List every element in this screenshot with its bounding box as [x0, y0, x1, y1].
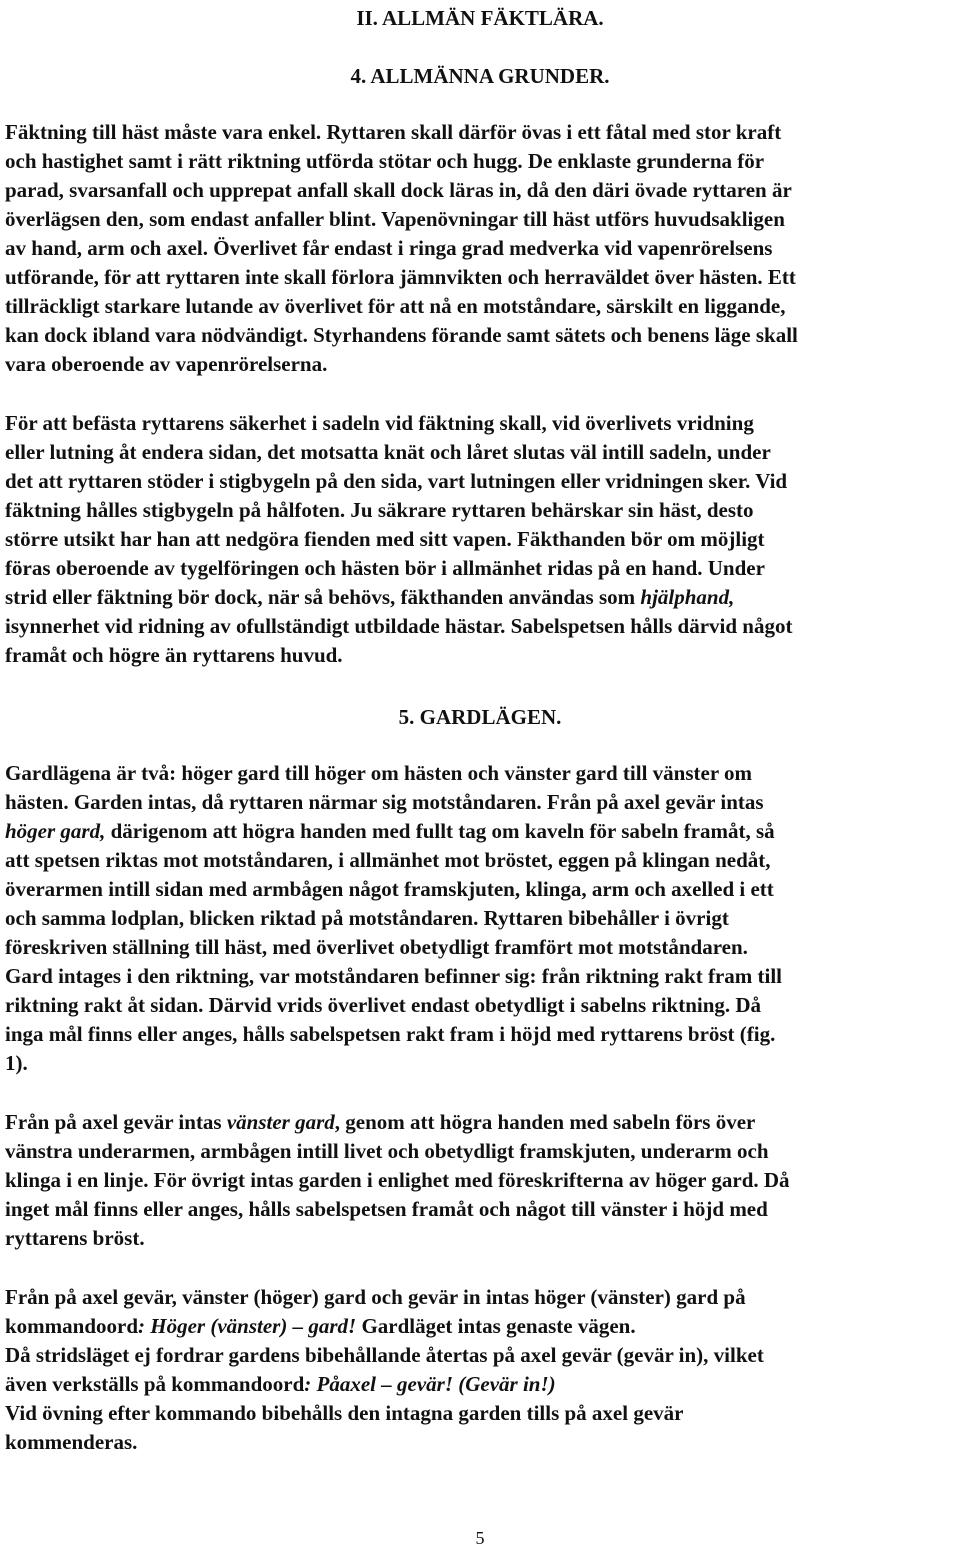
text-line — [5, 438, 960, 467]
text-run: inga mål finns eller anges, hålls sabelspetsen rakt fram i höjd med ryttarens bröst (fig. — [5, 1022, 776, 1046]
text-line — [5, 350, 960, 379]
text-line — [5, 583, 960, 612]
text-run: ryttarens bröst. — [5, 1226, 145, 1250]
text-run: Från på axel gevär, vänster (höger) gard och gevär in intas höger (vänster) gard på — [5, 1285, 746, 1309]
text-line — [5, 176, 960, 205]
italic-run: : Höger (vänster) – gard! — [138, 1314, 357, 1338]
text-line — [5, 234, 960, 263]
text-line — [5, 933, 960, 962]
section-heading-4: 4. ALLMÄNNA GRUNDER. — [350, 64, 610, 88]
text-run: och samma lodplan, blicken riktad på motståndaren. Ryttaren bibehåller i övrigt — [5, 906, 729, 930]
italic-run: vänster gard — [226, 1110, 335, 1134]
text-run: överlägsen den, som endast anfaller blint. Vapenövningar till häst utförs huvudsakligen — [5, 207, 785, 231]
text-run: Fäktning till häst måste vara enkel. Ryttaren skall därför övas i ett fåtal med stor kraft — [5, 120, 782, 144]
italic-run: : Påaxel – gevär! (Gevär in!) — [304, 1372, 556, 1396]
text-line — [5, 904, 960, 933]
text-line — [5, 875, 960, 904]
text-line — [5, 205, 960, 234]
text-run: strid eller fäktning bör dock, när så behövs, fäkthanden användas som — [5, 585, 641, 609]
text-line — [5, 263, 960, 292]
text-line — [5, 467, 960, 496]
text-run: Då stridsläget ej fordrar gardens bibehållande återtas på axel gevär (gevär in), vilket — [5, 1343, 764, 1367]
text-run: isynnerhet vid ridning av ofullständigt utbildade hästar. Sabelspetsen hålls därvid något — [5, 614, 793, 638]
text-line — [5, 118, 960, 147]
text-line — [5, 962, 960, 991]
paragraph — [5, 409, 960, 670]
text-run: För att befästa ryttarens säkerhet i sadeln vid fäktning skall, vid överlivets vridning — [5, 411, 754, 435]
text-run: tillräckligt starkare lutande av överlivet för att nå en motståndare, särskilt en liggande, — [5, 294, 786, 318]
text-line — [5, 788, 960, 817]
text-run: att spetsen riktas mot motståndaren, i allmänhet mot bröstet, eggen på klingan nedåt, — [5, 848, 771, 872]
text-line — [5, 1049, 960, 1078]
text-run: föreskriven ställning till häst, med överlivet obetydligt framfört mot motståndaren. — [5, 935, 748, 959]
paragraph — [5, 1283, 960, 1457]
text-line — [5, 759, 960, 788]
page-number: 5 — [475, 1528, 485, 1548]
text-run: hästen. Garden intas, då ryttaren närmar sig motståndaren. Från på axel gevär intas — [5, 790, 764, 814]
text-line — [5, 1137, 960, 1166]
text-run: inget mål finns eller anges, hålls sabelspetsen framåt och något till vänster i höjd med — [5, 1197, 768, 1221]
text-line — [5, 496, 960, 525]
text-run: större utsikt har han att nedgöra fienden med sitt vapen. Fäkthanden bör om möjligt — [5, 527, 765, 551]
text-run: eller lutning åt endera sidan, det motsatta knät och låret slutas väl intill sadeln, under — [5, 440, 771, 464]
text-line — [5, 321, 960, 350]
text-run: klinga i en linje. För övrigt intas garden i enlighet med föreskrifterna av höger gard. Då — [5, 1168, 790, 1192]
text-run: 1). — [5, 1051, 28, 1075]
section-heading-5: 5. GARDLÄGEN. — [398, 705, 562, 729]
part-title: II. ALLMÄN FÄKTLÄRA. — [356, 6, 604, 30]
text-run: parad, svarsanfall och upprepat anfall skall dock läras in, då den däri övade ryttaren är — [5, 178, 792, 202]
text-run: och hastighet samt i rätt riktning utförda stötar och hugg. De enklaste grunderna för — [5, 149, 765, 173]
text-line — [5, 612, 960, 641]
text-run: kommandoord — [5, 1314, 139, 1338]
text-line — [5, 1370, 960, 1399]
text-line — [5, 846, 960, 875]
text-line — [5, 292, 960, 321]
text-run: Gard intages i den riktning, var motståndaren befinner sig: från riktning rakt fram till — [5, 964, 783, 988]
text-run: därigenom att högra handen med fullt tag om kaveln för sabeln framåt, så — [105, 819, 775, 843]
text-run: kan dock ibland vara nödvändigt. Styrhandens förande samt sätets och benens läge skall — [5, 323, 798, 347]
paragraph — [5, 1108, 960, 1253]
text-line — [5, 991, 960, 1020]
text-run: överarmen intill sidan med armbågen något framskjuten, klinga, arm och axelled i ett — [5, 877, 774, 901]
text-line — [5, 817, 960, 846]
text-run: riktning rakt åt sidan. Därvid vrids överlivet endast obetydligt i sabelns riktning. Då — [5, 993, 762, 1017]
text-run: utförande, för att ryttaren inte skall förlora jämnvikten och herraväldet över hästen. Ett — [5, 265, 796, 289]
italic-run: höger gard, — [5, 819, 106, 843]
text-run: av hand, arm och axel. Överlivet får endast i ringa grad medverka vid vapenrörelsens — [5, 236, 773, 260]
text-run: , genom att högra handen med sabeln förs över — [334, 1110, 756, 1134]
text-line — [5, 1224, 960, 1253]
text-run: framåt och högre än ryttarens huvud. — [5, 643, 343, 667]
text-line — [5, 1108, 960, 1137]
text-line — [5, 1020, 960, 1049]
text-line — [5, 409, 960, 438]
paragraph — [5, 118, 960, 379]
text-run: Från på axel gevär intas — [5, 1110, 227, 1134]
text-run: vara oberoende av vapenrörelserna. — [5, 352, 328, 376]
text-line — [5, 1428, 960, 1457]
text-run: det att ryttaren stöder i stigbygeln på den sida, vart lutningen eller vridningen sker. Vid — [5, 469, 788, 493]
text-run: vänstra underarmen, armbågen intill livet och obetydligt framskjuten, underarm och — [5, 1139, 769, 1163]
text-run: Gardläget intas genaste vägen. — [356, 1314, 636, 1338]
text-line — [5, 1283, 960, 1312]
text-line — [5, 1166, 960, 1195]
text-run: även verkställs på kommandoord — [5, 1372, 305, 1396]
text-run: kommenderas. — [5, 1430, 138, 1454]
italic-run: hjälphand, — [640, 585, 735, 609]
text-run: föras oberoende av tygelföringen och hästen bör i allmänhet ridas på en hand. Under — [5, 556, 765, 580]
text-line — [5, 554, 960, 583]
paragraph — [5, 759, 960, 1078]
text-line — [5, 525, 960, 554]
text-line — [5, 1341, 960, 1370]
text-line — [5, 1312, 960, 1341]
text-line — [5, 641, 960, 670]
text-run: Gardlägena är två: höger gard till höger om hästen och vänster gard till vänster om — [5, 761, 753, 785]
text-line — [5, 1399, 960, 1428]
text-run: Vid övning efter kommando bibehålls den intagna garden tills på axel gevär — [5, 1401, 684, 1425]
text-run: fäktning hålles stigbygeln på hålfoten. Ju säkrare ryttaren behärskar sin häst, desto — [5, 498, 754, 522]
text-line — [5, 1195, 960, 1224]
text-line — [5, 147, 960, 176]
